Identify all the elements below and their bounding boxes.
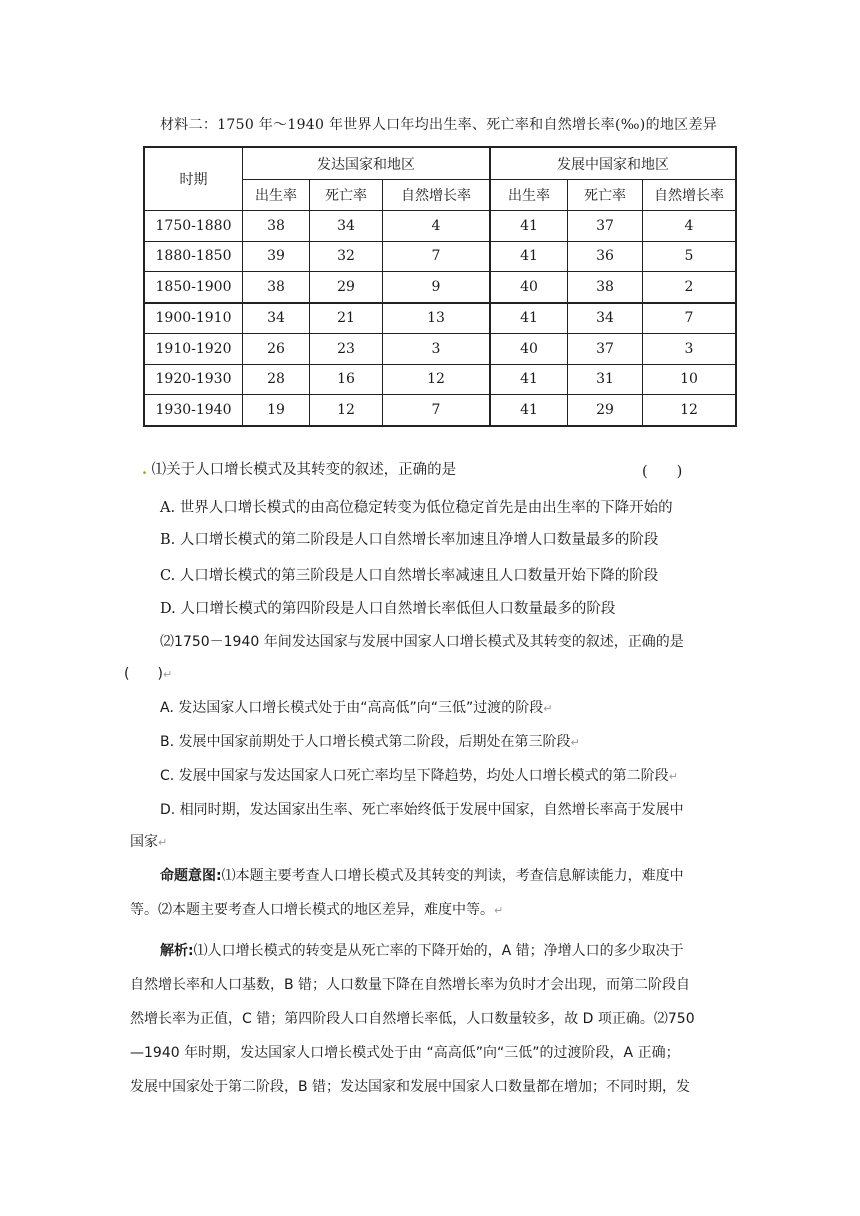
- table-row: [144, 334, 736, 365]
- q2-option-d: D. 相同时期，发达国家出生率、死亡率始终低于发展中国家，自然增长率高于发展中: [160, 802, 684, 818]
- q1-stem-line: [142, 458, 456, 479]
- q2-option-a: [160, 697, 552, 717]
- analysis-label: 解析:: [160, 943, 194, 959]
- intent-paragraph: [130, 862, 740, 925]
- q1-option-b: B. 人口增长模式的第二阶段是人口自然增长率加速且净增人口数量最多的阶段: [160, 532, 659, 548]
- sub-header: 自然增长率: [383, 180, 491, 211]
- table-cell: 39: [243, 241, 310, 272]
- table-cell: 40: [490, 334, 568, 365]
- intent-line1: ⑴本题主要考查人口增长模式及其转变的判读，考查信息解读能力，难度中: [221, 868, 684, 884]
- q1-option-c: C. 人口增长模式的第三阶段是人口自然增长率减速且人口数量开始下降的阶段: [160, 568, 659, 584]
- table-cell: 1850-1900: [144, 272, 243, 303]
- q1-bullet: .: [142, 461, 148, 478]
- intent-label: 命题意图:: [160, 868, 222, 884]
- table-cell: 9: [383, 272, 491, 303]
- table-cell: 3: [383, 334, 491, 365]
- population-table: [143, 146, 737, 427]
- table-cell: 19: [243, 395, 310, 426]
- table-cell: 38: [568, 272, 643, 303]
- table-cell: 37: [568, 334, 643, 365]
- table-cell: 41: [490, 395, 568, 426]
- analysis-line2: 自然增长率和人口基数，B 错；人口数量下降在自然增长率为负时才会出现，而第二阶段自: [130, 977, 691, 993]
- table-cell: 41: [490, 241, 568, 272]
- table-cell: 28: [243, 364, 310, 395]
- q2-stem-line1: ⑵1750－1940 年间发达国家与发展中国家人口增长模式及其转变的叙述，正确的是: [160, 634, 684, 650]
- table-row: [144, 364, 736, 395]
- table-cell: 41: [490, 303, 568, 334]
- table-cell: 34: [310, 211, 383, 242]
- table-cell: 1910-1920: [144, 334, 243, 365]
- analysis-line4: —1940 年时期，发达国家人口增长模式处于由 “高高低”向“三低”的过渡阶段，A 正确；: [130, 1045, 680, 1061]
- q2-option-b: [160, 731, 580, 751]
- return-mark: ↵: [162, 668, 173, 681]
- table-cell: 41: [490, 364, 568, 395]
- table-cell: 7: [643, 303, 737, 334]
- table-cell: 2: [643, 272, 737, 303]
- intent-line2: 等。⑵本题主要考查人口增长模式的地区差异，难度中等。: [130, 902, 494, 918]
- table-cell: 7: [383, 241, 491, 272]
- q2-option-c-text: C. 发展中国家与发达国家人口死亡率均呈下降趋势，均处人口增长模式的第二阶段: [160, 768, 669, 784]
- q2-option-a-text: A. 发达国家人口增长模式处于由“高高低”向“三低”过渡的阶段: [160, 700, 544, 716]
- table-cell: 16: [310, 364, 383, 395]
- table-cell: 36: [568, 241, 643, 272]
- table-cell: 5: [643, 241, 737, 272]
- table-row: [144, 303, 736, 334]
- q2-stem-line2: [124, 663, 172, 683]
- table-cell: 1920-1930: [144, 364, 243, 395]
- table-cell: 23: [310, 334, 383, 365]
- group-developing-header: 发展中国家和地区: [490, 147, 736, 180]
- table-cell: 12: [310, 395, 383, 426]
- table-cell: 1900-1910: [144, 303, 243, 334]
- table-cell: 29: [310, 272, 383, 303]
- analysis-line1: ⑴人口增长模式的转变是从死亡率的下降开始的，A 错；净增人口的多少取决于: [193, 943, 684, 959]
- q1-option-d: D. 人口增长模式的第四阶段是人口自然增长率低但人口数量最多的阶段: [160, 601, 616, 617]
- table-cell: 29: [568, 395, 643, 426]
- table-cell: 7: [383, 395, 491, 426]
- table-caption: 材料二：1750 年～1940 年世界人口年均出生率、死亡率和自然增长率(‰)的地区差异: [160, 117, 718, 133]
- return-mark: ↵: [158, 836, 168, 849]
- table-cell: 32: [310, 241, 383, 272]
- table-cell: 21: [310, 303, 383, 334]
- table-cell: 4: [643, 211, 737, 242]
- table-row: [144, 211, 736, 242]
- table-cell: 34: [243, 303, 310, 334]
- return-mark: ↵: [494, 904, 504, 917]
- table-cell: 12: [643, 395, 737, 426]
- q1-answer-paren: ( ): [642, 464, 683, 480]
- table-cell: 10: [643, 364, 737, 395]
- table-row: [144, 241, 736, 272]
- q2-answer-paren: ( ): [124, 666, 163, 682]
- table-cell: 1930-1940: [144, 395, 243, 426]
- table-cell: 26: [243, 334, 310, 365]
- q2-option-b-text: B. 发展中国家前期处于人口增长模式第二阶段，后期处在第三阶段: [160, 734, 571, 750]
- q1-option-a: A. 世界人口增长模式的由高位稳定转变为低位稳定首先是由出生率的下降开始的: [160, 500, 673, 516]
- table-cell: 38: [243, 272, 310, 303]
- table-cell: 38: [243, 211, 310, 242]
- analysis-paragraph: [130, 934, 740, 1104]
- table-cell: 3: [643, 334, 737, 365]
- return-mark: ↵: [668, 770, 678, 783]
- sub-header: 死亡率: [310, 180, 383, 211]
- table-cell: 41: [490, 211, 568, 242]
- table-cell: 13: [383, 303, 491, 334]
- sub-header: 出生率: [490, 180, 568, 211]
- sub-header: 死亡率: [568, 180, 643, 211]
- q1-stem: ⑴关于人口增长模式及其转变的叙述，正确的是: [151, 462, 457, 478]
- q2-option-d-cont: [130, 831, 167, 851]
- table-cell: 4: [383, 211, 491, 242]
- table-cell: 37: [568, 211, 643, 242]
- table-cell: 1750-1880: [144, 211, 243, 242]
- analysis-line5: 发展中国家处于第二阶段，B 错；发达国家和发展中国家人口数量都在增加；不同时期，发: [130, 1079, 691, 1095]
- table-cell: 31: [568, 364, 643, 395]
- return-mark: ↵: [543, 702, 553, 715]
- table-cell: 40: [490, 272, 568, 303]
- sub-header: 自然增长率: [643, 180, 737, 211]
- q2-option-c: [160, 765, 678, 785]
- table-row: [144, 395, 736, 426]
- sub-header: 出生率: [243, 180, 310, 211]
- table-row: [144, 272, 736, 303]
- analysis-line3: 然增长率为正值，C 错；第四阶段人口自然增长率低，人口数量较多，故 D 项正确。⑵750: [130, 1011, 695, 1027]
- return-mark: ↵: [570, 736, 580, 749]
- table-cell: 34: [568, 303, 643, 334]
- group-developed-header: 发达国家和地区: [243, 147, 491, 180]
- table-cell: 12: [383, 364, 491, 395]
- period-header: 时期: [144, 147, 243, 211]
- q2-option-d-cont-text: 国家: [130, 834, 158, 850]
- table-cell: 1880-1850: [144, 241, 243, 272]
